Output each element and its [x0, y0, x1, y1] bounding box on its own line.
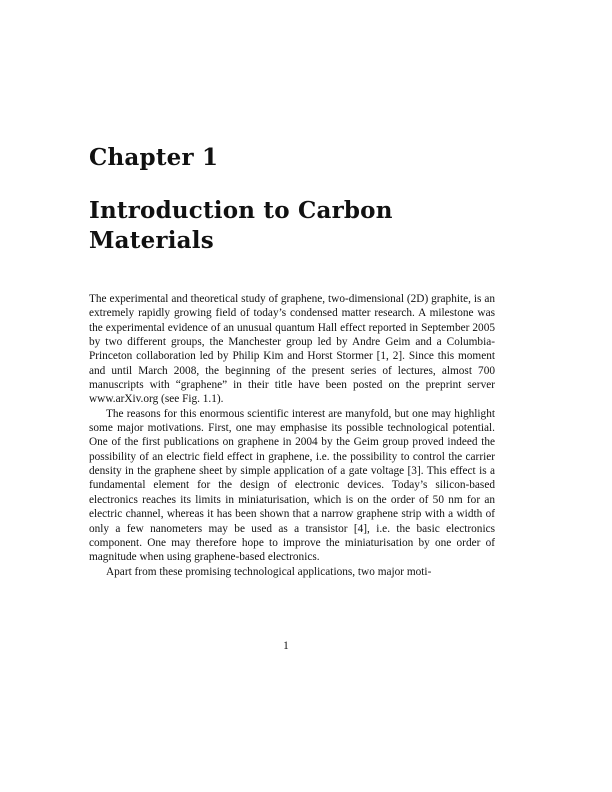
paragraph-applications: Apart from these promising technological applications, two major moti-	[106, 565, 432, 578]
chapter-label: Chapter 1	[89, 144, 219, 171]
chapter-title: Introduction to Carbon Materials	[89, 197, 393, 254]
page-number: 1	[283, 640, 289, 652]
paragraph-intro: The experimental and theoretical study of graphene, two-dimensional (2D) graphite, is an extremely rapidly growing field of today’s condensed matter research. A milestone was the experimental evidence of an unusual quantum Hall effect reported in September 2005 by two different groups, the Manchester group led by Andre Geim and a Columbia-Princeton collaboration led by Philip Kim and Horst Stormer [1, 2]. Since this moment and until March 2008, the beginning of the present series of lectures, almost 700 manuscripts with “graphene” in their title have been posted on the preprint server www.arXiv.org (see Fig. 1.1).	[89, 293, 495, 406]
paragraph-motivations: The reasons for this enormous scientific interest are manyfold, but one may highlight some major motivations. First, one may emphasise its possible technological potential. One of the first publications on graphene in 2004 by the Geim group proved indeed the possibility of an electric field effect in graphene, i.e. the possibility to control the carrier density in the graphene sheet by simple application of a gate voltage [3]. This effect is a fundamental element for the design of electronic devices. Today’s silicon-based electronics reaches its limits in miniaturisation, which is on the order of 50 nm for an electric channel, whereas it has been shown that a narrow graphene strip with a width of only a few nanometers may be used as a transistor [4], i.e. the basic electronics component. One may therefore hope to improve the miniaturisation by one order of magnitude when using graphene-based electronics.	[89, 407, 495, 564]
body-text	[89, 292, 495, 579]
